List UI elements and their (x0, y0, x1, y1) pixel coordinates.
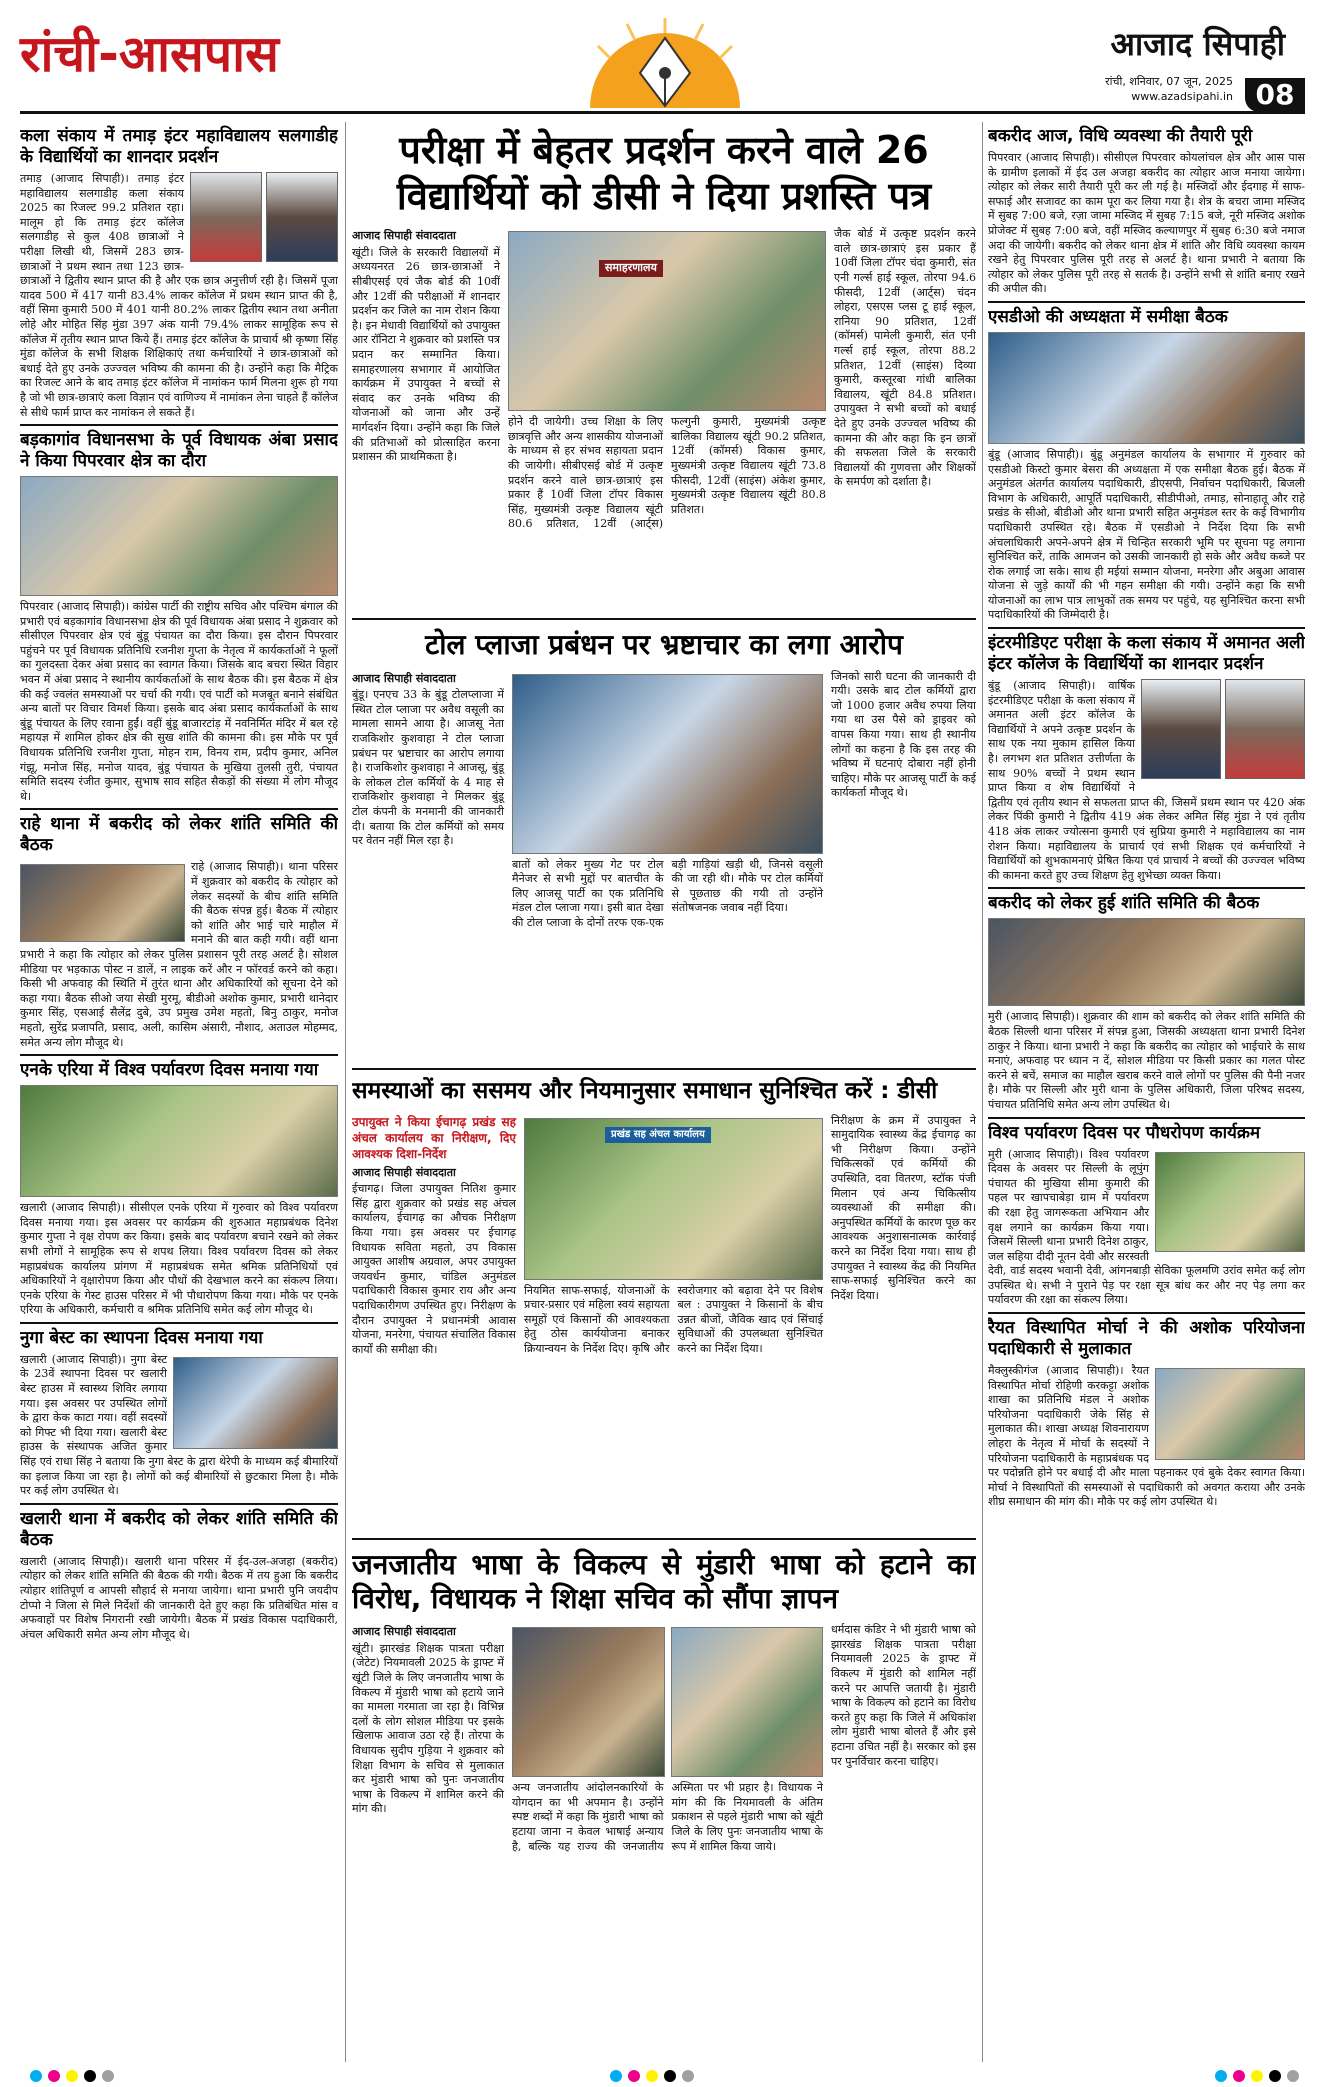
byline: आजाद सिपाही संवाददाता (352, 671, 456, 685)
story-photo (988, 332, 1305, 444)
story-khalari-peace-meeting (20, 1509, 338, 1643)
story-body: बुंडू। एनएच 33 के बुंडू टोलप्लाजा में स्थित टोल प्लाजा पर अवैध वसूली का मामला सामने आया है। आजसू नेता राजकिशोर कुशवाहा ने टोल प्लाजा प्रबंधन पर भ्रष्टाचार का आरोप लगाया है। राजकिशोर कुशवाहा ने आजसू, बुंडू के लोकल टोल कर्मियों के 4 माह से राजकिशोर कुशवाहा ने मिलकर बुंडू टोल कंपनी के मनमानी की जानकारी दी। बताया कि टोल कर्मियों को समय पर वेतन नहीं मिल रहा है। (352, 688, 504, 848)
story-photo (1155, 1152, 1305, 1252)
story-headline: नुगा बेस्ट का स्थापना दिवस मनाया गया (20, 1327, 263, 1348)
column-separator (345, 122, 346, 2062)
registration-dot (1287, 2070, 1299, 2082)
story-body: धर्मदास कंडिर ने भी मुंडारी भाषा को झारखंड शिक्षक पात्रता परीक्षा नियमावली 2025 के ड्राफ्ट में विकल्प में मुंडारी को शामिल नहीं करने पर आपत्ति जतायी है। मुंडारी भाषा के विकल्प को हटाने का विरोध करते हुए कहा कि जिले में अधिकांश लोग मुंडारी भाषा बोलते हैं और इसे हटाना उचित नहीं है। सरकार को इस पर पुनर्विचार करना चाहिए। (831, 1623, 976, 1768)
story-silli-plantation (988, 1123, 1305, 1309)
story-dc-inspection (352, 1074, 976, 1534)
story-body: ईचागढ़। जिला उपायुक्त नितिश कुमार सिंह द्वारा शुक्रवार को प्रखंड सह अंचल कार्यालय, ईचागढ़ का औचक निरीक्षण किया गया। इस अवसर पर ईचागढ़ विधायक सविता महतो, उप विकास आयुक्त आशीष अग्रवाल, अपर उपायुक्त जयवर्धन कुमार, चांडिल अनुमंडल पदाधिकारी विकास कुमार राय और अन्य पदाधिकारीगण उपस्थित हुए। निरीक्षण के दौरान उपायुक्त ने प्रधानमंत्री आवास योजना, मनरेगा, पंचायत संचालित विकास कार्यों की समीक्षा की। (352, 1182, 516, 1356)
story-photo (20, 1085, 338, 1197)
story-headline: टोल प्लाजा प्रबंधन पर भ्रष्टाचार का लगा आरोप (425, 628, 903, 661)
story-body: पिपरवार (आजाद सिपाही)। सीसीएल पिपरवार कोयलांचल क्षेत्र और आस पास के ग्रामीण इलाकों में ईद उल अजहा बकरीद का त्योहार आज मनाया जायेगा। त्योहार को लेकर सारी तैयारी पूरी कर ली गई है। मस्जिदों और ईदगाह में साफ-सफाई और सजावट का काम पूरा कर लिया गया है। शेत्र के बचरा जामा मस्जिद में सुबह 7:00 बजे, रज़ा जामा मस्जिद में सुबह 7:15 बजे, नूरी मस्जिद अशोक प्रोजेक्ट में सुबह 7:00 बजे, वहीं मस्जिद कल्याणपुर में सुबह 6:30 बजे नमाज अदा की जायेगी। बकरीद को लेकर थाना क्षेत्र में शांति और विधि व्यवस्था कायम रखने हेतु पिपरवार पुलिस पूरी तरह से अलर्ट है। थाना प्रभारी ने बताया कि त्योहार को लेकर पुलिस पूरी तरह से सतर्क है। उन्होंने सभी से शांति बनाए रखने की अपील की। (988, 151, 1305, 296)
section-title: रांची-आसपास (20, 25, 279, 83)
story-body: बातों को लेकर मुख्य गेट पर टोल मैनेजर से सभी मुद्दों पर बातचीत के लिए आजसू पार्टी का एक प्रतिनिधि मंडल टोल प्लाजा गया। इसी बात देखा की टोल प्लाजा के दोनों तरफ एक-एक बड़ी गाड़ियां खड़ी थी, जिनसे वसूली की जा रही थी। मौके पर टोल कर्मियों से पूछताछ की गयी तो उन्होंने संतोषजनक जवाब नहीं दिया। (512, 857, 823, 929)
story-body: खलारी (आजाद सिपाही)। खलारी थाना परिसर में ईद-उल-अजहा (बकरीद) त्योहार को लेकर शांति समिति की बैठक की गयी। बैठक में तय हुआ कि बकरीद त्योहार शांतिपूर्ण व आपसी सौहार्द से मनाया जायेगा। थाना प्रभारी पुनि जयदीप टोप्पो ने जिला से मिले निर्देशों की जानकारी देते हुए कहा कि प्रतिबंधित मांस व अफवाहों पर विशेष निगरानी रखी जायेगी। बैठक में प्रखंड विकास पदाधिकारी, अंचल अधिकारी समेत अन्य लोग मौजूद थे। (20, 1554, 338, 1641)
story-body: मैक्लुस्कीगंज (आजाद सिपाही)। रैयत विस्थापित मोर्चा रोहिणी करकट्टा अशोक शाखा का प्रतिनिधि मंडल ने अशोक परियोजना पदाधिकारी जेके सिंह से मुलाकात की। शाखा अध्यक्ष शिवनारायण लोहरा के नेतृत्व में मोर्चा के सदस्यों ने परियोजना पदाधिकारी के महाप्रबंधक पद पर पदोन्नति होने पर बधाई दी और माला पहनाकर एवं बुके देकर स्वागत किया। मोर्चा ने विस्थापितों की समस्याओं से पदाधिकारी को अवगत कराया और उनके शीघ्र समाधान की मांग की। मौके पर कई लोग उपस्थित थे। (988, 1364, 1305, 1509)
registration-dot (682, 2070, 694, 2082)
lead-photo (508, 231, 826, 411)
registration-marks-center (610, 2070, 694, 2082)
student-portraits (190, 172, 338, 262)
story-photo (1155, 1368, 1305, 1460)
divider (988, 627, 1305, 629)
photo-banner-text: प्रखंड सह अंचल कार्यालय (605, 1127, 711, 1144)
page-number: 08 (1245, 78, 1305, 112)
byline: आजाद सिपाही संवाददाता (352, 1625, 456, 1639)
story-headline: बड़कागांव विधानसभा के पूर्व विधायक अंबा प्रसाद ने किया पिपरवार क्षेत्र का दौरा (20, 430, 338, 472)
student-photo (1225, 679, 1305, 779)
story-sdo-review (988, 307, 1305, 623)
center-column (352, 122, 976, 2062)
student-photo (266, 172, 338, 262)
registration-dot (1215, 2070, 1227, 2082)
story-headline: कला संकाय में तमाड़ इंटर महाविद्यालय सलगाडीह के विद्यार्थियों का शानदार प्रदर्शन (20, 126, 338, 167)
story-body: जैक बोर्ड में उत्कृष्ट प्रदर्शन करने वाले छात्र-छात्राएं इस प्रकार हैं 10वीं जिला टॉपर चंदा कुमारी, संत एनी गर्ल्स हाई स्कूल, तोरपा 94.6 फीसदी, 12वीं (आर्ट्स) चंदन लोहरा, एसएस प्लस टू हाई स्कूल, रानिया 90 प्रतिशत, 12वीं (कॉमर्स) पामेली कुमारी, संत एनी गर्ल्स हाई स्कूल, तोरपा 88.2 प्रतिशत, 12वीं (साइंस) दिव्या कुमारी, कस्तूरबा गांधी बालिका विद्यालय, खूंटी 84.8 प्रतिशत। उपायुक्त ने सभी बच्चों को बधाई देते हुए उनके उज्ज्वल भविष्य की कामना की और कहा कि इन छात्रों की सफलता जिले के सरकारी विद्यालयों की गुणवत्ता और शिक्षकों के समर्पण को दर्शाता है। (834, 227, 976, 489)
divider (988, 1312, 1305, 1314)
masthead (20, 18, 1305, 114)
story-toll-plaza (352, 624, 976, 1064)
story-photo (988, 918, 1305, 1006)
registration-marks-right (1215, 2070, 1299, 2082)
story-raiyat-morcha (988, 1318, 1305, 1510)
story-mundari-language (352, 1544, 976, 2062)
story-headline: खलारी थाना में बकरीद को लेकर शांति समिति की बैठक (20, 1508, 338, 1550)
story-nuga-best (20, 1328, 338, 1499)
story-photo (512, 674, 823, 854)
lead-headline: परीक्षा में बेहतर प्रदर्शन करने वाले 26 विद्यार्थियों को डीसी ने दिया प्रशस्ति पत्र (396, 128, 932, 218)
student-photo (190, 172, 262, 262)
story-headline: एसडीओ की अध्यक्षता में समीक्षा बैठक (988, 306, 1228, 327)
story-body: खलारी (आजाद सिपाही)। सीसीएल एनके एरिया में गुरुवार को विश्व पर्यावरण दिवस मनाया गया। इस अवसर पर कार्यक्रम की शुरुआत महाप्रबंधक दिनेश कुमार गुप्ता ने वृक्ष रोपण कर किया। इसके बाद पर्यावरण बचाने रखने को लेकर सभी लोगों ने सामूहिक रूप से शपथ लिया। विश्व पर्यावरण दिवस को लेकर महाप्रबंधक कार्यालय प्रांगण में महाप्रबंधक समेत श्रमिक प्रतिनिधियों एवं अधिकारियों ने वृक्षारोपण किया और पौधों की देखभाल करने का संकल्प लिया। एनके एरिया के गेस्ट हाउस परिसर में भी पौधारोपण किया गया। मौके पर एनके एरिया के अधिकारी, कर्मचारी व श्रमिक प्रतिनिधि समेत कई लोग मौजूद थे। (20, 1201, 338, 1317)
dateline: रांची, शनिवार, 07 जून, 2025 (1105, 75, 1233, 88)
dateline-block (1105, 74, 1233, 104)
story-headline: जनजातीय भाषा के विकल्प से मुंडारी भाषा को हटाने का विरोध, विधायक ने शिक्षा सचिव को सौंपा ज्ञापन (352, 1548, 976, 1615)
sub-headline: उपायुक्त ने किया ईचागढ़ प्रखंड सह अंचल कार्यालय का निरीक्षण, दिए आवश्यक दिशा-निर्देश (352, 1114, 516, 1161)
story-tamar-intercollege (20, 126, 338, 420)
story-body: बुंडू (आजाद सिपाही)। बुंडू अनुमंडल कार्यालय के सभागार में गुरुवार को एसडीओ किस्टो कुमार बेसरा की अध्यक्षता में एक समीक्षा बैठक हुई। बैठक में अनुमंडल अंतर्गत कार्यालय पदाधिकारी, डीएसपी, निर्वाचन पदाधिकारी, बिजली विभाग के अधिकारी, आपूर्ति पदाधिकारी, सीडीपीओ, तमाड़, सोनाहातू और राहे प्रखंड के सीओ, बीडीओ और थाना प्रभारी सहित अनुमंडल स्तर के कई विभागीय पदाधिकारी उपस्थित रहे। बैठक में एसडीओ ने निर्देश दिया कि सभी अंचलाधिकारी अपने-अपने क्षेत्र में चिन्हित सरकारी भूमि पर सूचना पट्ट लगाना सुनिश्चित करें, ताकि आमजन को उसकी जानकारी हो सके और अवैध कब्जे पर रोक लगाई जा सके। साथ ही मईयां सम्मान योजना, मनरेगा और अबुआ आवास योजना से जुड़े कार्यों की भी गहन समीक्षा की गयी। उन्होंने कहा कि सभी योजनाओं का लाभ पात्र लाभुकों तक समय पर पहुंचे, यह सुनिश्चित करना सभी पदाधिकारियों की जिम्मेदारी है। (988, 447, 1305, 622)
divider (20, 424, 338, 426)
story-silli-peace-meeting (988, 893, 1305, 1112)
story-body: खूंटी। जिले के सरकारी विद्यालयों में अध्ययनरत 26 छात्र-छात्राओं ने सीबीएसई एवं जैक बोर्ड की 10वीं और 12वीं की परीक्षाओं में शानदार प्रदर्शन कर जिले का नाम रोशन किया है। इन मेधावी विद्यार्थियों को उपायुक्त आर रॉनिटा ने शुक्रवार को प्रशस्ति पत्र प्रदान कर सम्मानित किया। समाहरणालय सभागार में आयोजित कार्यक्रम में उपायुक्त ने बच्चों से संवाद कर उनके भविष्य की योजनाओं को जाना और उन्हें मार्गदर्शन दिया। उन्होंने कहा कि जिले की प्रतिभाओं को प्रोत्साहित करना प्रशासन की प्राथमिकता है। (352, 245, 500, 464)
story-body: होने दी जायेगी। उच्च शिक्षा के लिए छात्रवृत्ति और अन्य शासकीय योजनाओं के माध्यम से हर संभव सहायता प्रदान की जायेगी। सीबीएसई बोर्ड में उत्कृष्ट प्रदर्शन करने वाले छात्र-छात्राएं इस प्रकार हैं 10वीं जिला टॉपर विकास सिंह, मुख्यमंत्री उत्कृष्ट विद्यालय खूंटी 80.6 प्रतिशत, 12वीं (आर्ट्स) फल्गुनी कुमारी, मुख्यमंत्री उत्कृष्ट बालिका विद्यालय खूंटी 90.2 प्रतिशत, 12वीं (कॉमर्स) विकास कुमार, मुख्यमंत्री उत्कृष्ट विद्यालय खूंटी 73.8 फीसदी, 12वीं (साइंस) अंकेश कुमार, मुख्यमंत्री उत्कृष्ट विद्यालय खूंटी 80.8 प्रतिशत। (508, 415, 826, 531)
story-nk-area-environment (20, 1060, 338, 1318)
story-body: पिपरवार (आजाद सिपाही)। कांग्रेस पार्टी की राष्ट्रीय सचिव और पश्चिम बंगाल की प्रभारी एवं बड़कागांव विधानसभा क्षेत्र की पूर्व विधायक अंबा प्रसाद ने शुक्रवार को सीसीएल पिपरवार क्षेत्र एवं बुंडू पंचायत का दौरा किया। इस दौरान पिपरवार पहुंचने पर पूर्व विधायक प्रतिनिधि रजनीश गुप्ता के नेतृत्व में कार्यकर्ताओं ने फूलों का गुलदस्ता देकर अंबा प्रसाद का स्वागत किया। जिसके बाद बचरा स्थित विहार भवन में अंबा प्रसाद ने स्थानीय कार्यकर्ताओं के साथ बैठक की। इस बैठक में क्षेत्र की कई ज्वलंत समस्याओं पर चर्चा की गयी। एवं पार्टी को मजबूत बनाने संबंधित अन्य बातों पर विचार विमर्श किया। इसके बाद अंबा प्रसाद कार्यकर्ताओं के साथ बुंडू पंचायत के लिए रवाना हुईं। वहीं बुंडू बाजारटांड़ में नवनिर्मित मंदिर में बल रहे महायज्ञ में शामिल होकर क्षेत्र की सुख शांति की कामना की। इस मौके पर पूर्व विधायक प्रतिनिधि रजनीश गुप्ता, मोहन राम, विनय राम, प्रदीप कुमार, अनिल गंझू, मनोज सिंह, मनोज यादव, बुंडू पंचायत के मुखिया तुलसी तुरी, पंचायत समिति सदस्य रंजीत कुमार, सुभाष साव सहित सैकड़ों की संख्या में लोग मौजूद थे। (20, 600, 338, 803)
newspaper-name: आजाद सिपाही (1110, 25, 1285, 63)
story-headline: इंटरमीडिएट परीक्षा के कला संकाय में अमानत अली इंटर कॉलेज के विद्यार्थियों का शानदार प्रदर्शन (988, 633, 1305, 675)
story-photo (20, 476, 338, 596)
story-headline: बकरीद को लेकर हुई शांति समिति की बैठक (988, 893, 1260, 914)
registration-dot (30, 2070, 42, 2082)
divider (352, 618, 976, 620)
story-photo (524, 1118, 823, 1280)
byline: आजाद सिपाही संवाददाता (352, 229, 456, 243)
divider (988, 887, 1305, 889)
photo-banner-text: समाहरणालय (599, 260, 663, 277)
story-body: जिनको सारी घटना की जानकारी दी गयी। उसके बाद टोल कर्मियों द्वारा जो 1000 हजार अवैध रुपया लिया गया था उस पैसे को ड्राइवर को वापस किया गया। साथ ही स्थानीय लोगों का कहना है कि इस तरह की भविष्य में घटनाएं दोबारा नहीं होनी चाहिए। मौके पर आजसू पार्टी के कई कार्यकर्ता मौजूद थे। (831, 669, 976, 800)
registration-dot (1251, 2070, 1263, 2082)
story-rahe-peace-meeting (20, 814, 338, 1050)
story-headline: बकरीद आज, विधि व्यवस्था की तैयारी पूरी (988, 126, 1253, 146)
registration-dot (610, 2070, 622, 2082)
divider (20, 1054, 338, 1056)
byline: आजाद सिपाही संवाददाता (352, 1165, 456, 1179)
registration-dot (1233, 2070, 1245, 2082)
pen-nib-logo (580, 18, 750, 108)
story-body: तमाड़ (आजाद सिपाही)। तमाड़ इंटर महाविद्यालय सलगाडीह कला संकाय 2025 का रिजल्ट 99.2 प्रतिशत रहा। मालूम हो कि तमाड़ इंटर कॉलेज सलगाडीह से कुल 408 छात्राओं ने परीक्षा लिखी थी, जिसमें 283 छात्र-छात्राओं ने प्रथम स्थान तथा 123 छात्र-छात्राओं ने द्वितीय स्थान प्राप्त की है और एक छात्र अनुत्तीर्ण रही है। जिसमें पूजा यादव 500 में 417 यानी 83.4% लाकर कॉलेज में प्रथम स्थान प्राप्त की है, वहीं सिमा कुमारी 500 में 401 यानी 80.2% लाकर द्वितीय स्थान तथा अनीता लोहे और मोहित सिंह मुंडा 397 अंक यानी 79.4% लाकर सामूहिक रूप से कॉलेज में तृतीय स्थान प्राप्त किये हैं। तमाड़ इंटर कॉलेज के प्राचार्य श्री कृष्णा सिंह मुंडा कॉलेज के सभी शिक्षक शिक्षिकाएं तथा कर्मचारियों ने छात्र-छात्राओं को बधाई देते हुए उनके उज्ज्वल भविष्य की कामना की है। उन्होंने कहा कि मैट्रिक का रिजल्ट आने के बाद तमाड़ इंटर कॉलेज में नामांकन फार्म मिलना शुरू हो गया है जो भी छात्र-छात्राएं कला विज्ञान एवं वाणिज्य में नामांकन लेना चाहते हैं कॉलेज से सीधे फार्म प्राप्त कर नामांकन ले सकते हैं। (20, 172, 338, 419)
student-photo (1141, 679, 1221, 779)
story-photo (512, 1627, 665, 1777)
divider (20, 808, 338, 810)
registration-dot (628, 2070, 640, 2082)
registration-dot (102, 2070, 114, 2082)
student-portraits (1141, 679, 1305, 779)
story-bakrid-preparation (988, 126, 1305, 297)
story-dc-certificates (352, 122, 976, 614)
divider (20, 1322, 338, 1324)
story-headline: एनके एरिया में विश्व पर्यावरण दिवस मनाया गया (20, 1060, 319, 1081)
story-amba-prasad (20, 430, 338, 804)
divider (352, 1538, 976, 1540)
story-body: खलारी (आजाद सिपाही)। नुगा बेस्ट के 23वें स्थापना दिवस पर खलारी बेस्ट हाउस में स्वास्थ्य शिविर लगाया गया। इस अवसर पर उपस्थित लोगों के द्वारा केक काटा गया। वहीं सदस्यों को गिफ्ट भी दिया गया। खलारी बेस्ट हाउस के संस्थापक अजित कुमार सिंह एवं राधा सिंह ने बताया कि नुगा बेस्ट के द्वारा थेरेपी के माध्यम कई बीमारियों का इलाज किया जा रहा है। लोगों को कई बीमारियों से छुटकारा मिला है। मौके पर कई लोग उपस्थित थे। (20, 1352, 338, 1498)
story-photo (173, 1357, 338, 1449)
divider (20, 1503, 338, 1505)
story-body: निरीक्षण के क्रम में उपायुक्त ने सामुदायिक स्वास्थ्य केंद्र ईचागढ़ का भी निरीक्षण किया। उन्होंने चिकित्सकों एवं कर्मियों की उपस्थिति, दवा वितरण, स्टॉक पंजी मिलान एवं अन्य चिकित्सीय व्यवस्थाओं की समीक्षा की। अनुपस्थित कर्मियों के कारण पूछ कर आवश्यक अनुशासनात्मक कार्रवाई करने का निर्देश दिया गया। साथ ही उपायुक्त ने स्वास्थ्य केंद्र की नियमित साफ-सफाई सुनिश्चित करने का निर्देश दिया। (831, 1113, 976, 1302)
story-body: मुरी (आजाद सिपाही)। शुक्रवार की शाम को बकरीद को लेकर शांति समिति की बैठक सिल्ली थाना परिसर में संपन्न हुआ, जिसकी अध्यक्षता थाना प्रभारी दिनेश ठाकुर ने किया। थाना प्रभारी ने कहा कि बकरीद का त्योहार को भाईचारे के साथ मनाएं, अफवाह पर ध्यान न दें, सोशल मीडिया पर किसी प्रकार का गलत पोस्ट करने से बचें, समाज का माहौल खराब करने वाले लोगों पर पुलिस की पैनी नजर है। मौके पर सिल्ली और मुरी थाना के पुलिस अधिकारी, जिला परिषद सदस्य, पंचायत प्रतिनिधि समेत अन्य लोग उपस्थित थे। (988, 1010, 1305, 1111)
story-body: अन्य जनजातीय आंदोलनकारियों के योगदान का भी अपमान है। उन्होंने स्पष्ट शब्दों में कहा कि मुंडारी भाषा को हटाया जाना न केवल भाषाई अन्याय है, बल्कि यह राज्य की जनजातीय अस्मिता पर भी प्रहार है। विधायक ने मांग की कि नियमावली के अंतिम प्रकाशन से पहले मुंडारी भाषा को खूंटी जिले के लिए पुनः जनजातीय भाषा के रूप में शामिल किया जाये। (512, 1781, 823, 1853)
website-link[interactable]: www.azadsipahi.in (1131, 90, 1233, 103)
registration-marks-left (30, 2070, 114, 2082)
story-body: राहे (आजाद सिपाही)। थाना परिसर में शुक्रवार को बकरीद के त्योहार को लेकर सदस्यों के बीच शांति समिति की बैठक संपन्न हुई। बैठक में त्योहार को शांति और भाई चारे माहौल में मनाने की बात कही गयी। वहीं थाना प्रभारी ने कहा कि त्योहार को लेकर पुलिस प्रशासन पूरी तरह अलर्ट है। सोशल मीडिया पर भड़काऊ पोस्ट न डालें, न लाइक करें और न फॉरवर्ड करने को कहा। किसी भी अफवाह की स्थिति में तुरंत थाना और अधिकारियों को सूचना देने को कहा गया। बैठक सीओ जया सेखी मुरमू, बीडीओ अशोक कुमार, प्रभारी थानेदार कुमार सिंह, एसआई सैलेंद्र दुबे, उप प्रमुख उमेश महतो, बिनु ठाकुर, मनोज महतो, सुरेंद्र प्रजापति, प्रसाद, अली, कासिम अंसारी, नौशाद, अताउल मोहम्मद, समेत अन्य लोग मौजूद थे। (20, 860, 338, 1049)
registration-dot (84, 2070, 96, 2082)
divider (988, 1117, 1305, 1119)
story-headline: राहे थाना में बकरीद को लेकर शांति समिति की बैठक (20, 814, 338, 856)
registration-dot (66, 2070, 78, 2082)
left-column (20, 122, 338, 2062)
story-body: नियमित साफ-सफाई, योजनाओं के प्रचार-प्रसार एवं महिला स्वयं सहायता समूहों एवं किसानों की आवश्यकता हेतु ठोस कार्ययोजना बनाकर क्रियान्वयन के निर्देश दिए। कृषि और स्वरोजगार को बढ़ावा देने पर विशेष बल : उपायुक्त ने किसानों के बीच उन्नत बीजों, जैविक खाद एवं सिंचाई सुविधाओं की उपलब्धता सुनिश्चित करने का निर्देश दिया। (524, 1283, 823, 1355)
story-body: खूंटी। झारखंड शिक्षक पात्रता परीक्षा (जेटेट) नियमावली 2025 के ड्राफ्ट में खूंटी जिले के लिए जनजातीय भाषा के विकल्प में मुंडारी भाषा को हटाये जाने का मामला गरमाता जा रहा है। विभिन्न दलों के लोग सोशल मीडिया पर इसके खिलाफ आवाज उठा रहे हैं। तोरपा के विधायक सुदीप गुड़िया ने शुक्रवार को शिक्षा विभाग के सचिव से मुलाकात कर मुंडारी भाषा को पुनः जनजातीय भाषा के विकल्प में शामिल करने की मांग की। (352, 1641, 504, 1816)
divider (352, 1068, 976, 1070)
registration-dot (664, 2070, 676, 2082)
column-separator (982, 122, 983, 2062)
divider (988, 301, 1305, 303)
story-photo (20, 864, 185, 942)
story-headline: विश्व पर्यावरण दिवस पर पौधरोपण कार्यक्रम (988, 1122, 1261, 1143)
right-column (988, 122, 1305, 2062)
registration-dot (48, 2070, 60, 2082)
registration-dot (646, 2070, 658, 2082)
registration-dot (1269, 2070, 1281, 2082)
story-body: मुरी (आजाद सिपाही)। विश्व पर्यावरण दिवस के अवसर पर सिल्ली के लूपुंग पंचायत की मुखिया सीमा कुमारी की पहल पर खापचाबेड़ा ग्राम में पर्यावरण की रक्षा हेतु जागरूकता अभियान और वृक्ष लगाने का कार्यक्रम किया गया। जिसमें सिल्ली थाना प्रभारी दिनेश ठाकुर, जल सहिया दीदी नूतन देवी और सरस्वती देवी, वार्ड सदस्य भवानी देवी, आंगनबाड़ी सेविका फूलमणि उरांव समेत कई लोग उपस्थित थे। सभी ने पुराने पेड़ पर रक्षा सूत्र बांध कर और नए पेड़ लगा कर पर्यावरण की रक्षा का संकल्प लिया। (988, 1147, 1305, 1307)
story-body: बुंडू (आजाद सिपाही)। वार्षिक इंटरमीडिएट परीक्षा के कला संकाय में अमानत अली इंटर कॉलेज के विद्यार्थियों ने अपने उत्कृष्ट प्रदर्शन के साथ एक नया मुकाम हासिल किया है। लगभग शत प्रतिशत उत्तीर्णता के साथ 90% बच्चों ने प्रथम स्थान प्राप्त किया व शेष विद्यार्थियों ने द्वितीय एवं तृतीय स्थान से सफलता प्राप्त की, जिसमें प्रथम स्थान पर 420 अंक लेकर पिंकी कुमारी ने द्वितीय 419 अंक लेकर अमित सिंह मुंडा ने एवं तृतीय 418 अंक लाकर ज्योत्सना कुमारी एवं सुप्रिया कुमारी ने महाविद्यालय का नाम रोशन किया। महाविद्यालय के प्राचार्य एवं सभी शिक्षक एवं कर्मचारियों ने विद्यार्थियों को शुभकामनाएं प्रेषित किया एवं प्राचार्य ने बच्चों की उज्ज्वल भविष्य की कामना करते हुए उच्च शिक्षण हेतु शुभेच्छा व्यक्त किया। (988, 679, 1305, 882)
story-photo (671, 1627, 824, 1777)
story-headline: रैयत विस्थापित मोर्चा ने की अशोक परियोजना पदाधिकारी से मुलाकात (988, 1318, 1305, 1360)
story-headline: समस्याओं का ससमय और नियमानुसार समाधान सुनिश्चित करें : डीसी (352, 1078, 938, 1104)
story-amanat-ali-college (988, 633, 1305, 883)
